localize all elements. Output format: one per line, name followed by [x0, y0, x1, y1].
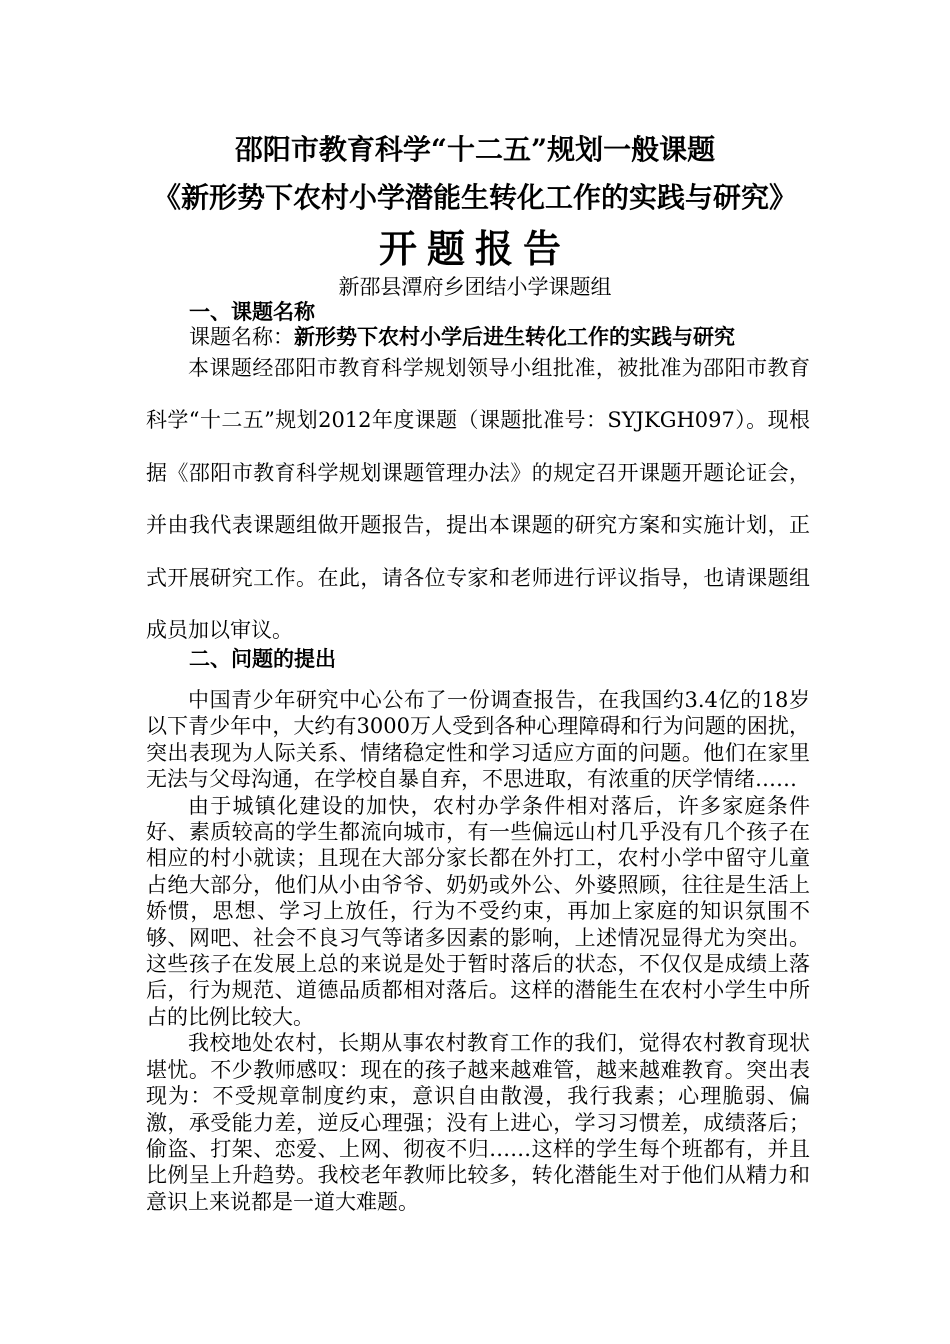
- section2-body: [146, 687, 810, 1215]
- section1-intro-paragraph: 本课题经邵阳市教育科学规划领导小组批准，被批准为邵阳市教育科学“十二五”规划2012年度课题（课题批准号：SYJKGH097）。现根据《邵阳市教育科学规划课题管理办法》的规定召开课题开题论证会，并由我代表课题组做开题报告，提出本课题的研究方案和实施计划，正式开展研究工作。在此，请各位专家和老师进行评议指导，也请课题组成员加以审议。: [146, 356, 810, 643]
- document-title-report: 开题报告: [378, 226, 571, 271]
- topic-label: 课题名称：: [189, 325, 294, 349]
- document-title-line1: 邵阳市教育科学“十二五”规划一般课题: [234, 133, 716, 166]
- topic-value: 新形势下农村小学后进生转化工作的实践与研究: [294, 324, 735, 349]
- section2-paragraph-1: 中国青少年研究中心公布了一份调查报告，在我国约3.4亿的18岁以下青少年中，大约有3000万人受到各种心理障碍和行为问题的困扰，突出表现为人际关系、情绪稳定性和学习适应方面的问题。他们在家里无法与父母沟通，在学校自暴自弃，不思进取，有浓重的厌学情绪……: [146, 688, 810, 792]
- section2-paragraph-2: 由于城镇化建设的加快，农村办学条件相对落后，许多家庭条件好、素质较高的学生都流向城市，有一些偏远山村几乎没有几个孩子在相应的村小就读；且现在大部分家长都在外打工，农村小学中留守儿童占绝大部分，他们从小由爷爷、奶奶或外公、外婆照顾，往往是生活上娇惯，思想、学习上放任，行为不受约束，再加上家庭的知识氛围不够、网吧、社会不良习气等诸多因素的影响，上述情况显得尤为突出。这些孩子在发展上总的来说是处于暂时落后的状态，不仅仅是成绩上落后，行为规范、道德品质都相对落后。这样的潜能生在农村小学生中所占的比例比较大。: [146, 793, 810, 1029]
- section2-heading: 二、问题的提出: [189, 646, 336, 671]
- section2-paragraph-3: 我校地处农村，长期从事农村教育工作的我们，觉得农村教育现状堪忧。不少教师感叹：现在的孩子越来越难管，越来越难教育。突出表现为：不受规章制度约束，意识自由散漫，我行我素；心理脆弱、偏激，承受能力差，逆反心理强；没有上进心，学习习惯差，成绩落后；偷盗、打架、恋爱、上网、彻夜不归……这样的学生每个班都有，并且比例呈上升趋势。我校老年教师比较多，转化潜能生对于他们从精力和意识上来说都是一道大难题。: [146, 1031, 810, 1214]
- document-title-line2: 《新形势下农村小学潜能生转化工作的实践与研究》: [152, 181, 797, 214]
- section1-heading: 一、课题名称: [189, 299, 315, 324]
- author-line: 新邵县潭府乡团结小学课题组: [338, 275, 612, 299]
